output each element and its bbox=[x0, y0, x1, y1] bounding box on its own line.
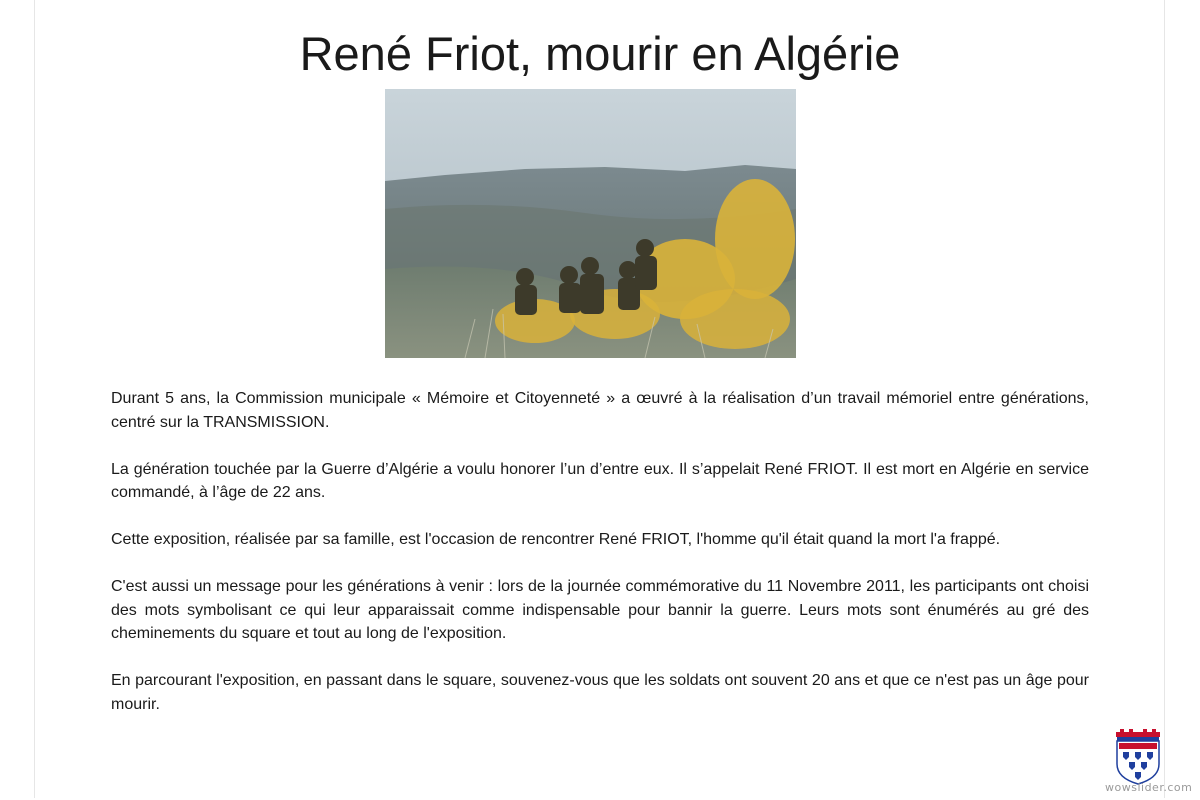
paragraph-3: Cette exposition, réalisée par sa famille, est l'occasion de rencontrer René FRIOT, l'homme qu'il était quand la mort l'a frappé. bbox=[111, 531, 1001, 548]
soldiers-photo bbox=[385, 89, 796, 358]
intro-text bbox=[111, 387, 1089, 740]
watermark: wowslider.com bbox=[1105, 781, 1193, 794]
page-title: René Friot, mourir en Algérie bbox=[299, 27, 901, 80]
soldiers-in-hills-photo-icon bbox=[385, 89, 796, 358]
paragraph-4: C'est aussi un message pour les générations à venir : lors de la journée commémorative du 11 Novembre 2011, les participants ont choisi des mots symbolisant ce qui leur apparaissait comme indispensable pour bannir la guerre. Leurs mots sont énumérés au gré des cheminements du square et tout au long de l'exposition. bbox=[111, 578, 1089, 642]
coat-of-arms bbox=[1113, 726, 1163, 786]
paragraph-1: Durant 5 ans, la Commission municipale « Mémoire et Citoyenneté » a œuvré à la réalisation d’un travail mémoriel entre générations, centré sur la TRANSMISSION. bbox=[111, 390, 1089, 431]
paragraph-5: En parcourant l'exposition, en passant dans le square, souvenez-vous que les soldats ont souvent 20 ans et que ce n'est pas un âge pour mourir. bbox=[111, 672, 1089, 713]
paragraph-2: La génération touchée par la Guerre d’Algérie a voulu honorer l’un d’entre eux. Il s’appelait René FRIOT. Il est mort en Algérie en service commandé, à l’âge de 22 ans. bbox=[111, 460, 1089, 501]
municipal-coat-of-arms-icon bbox=[1113, 726, 1163, 786]
